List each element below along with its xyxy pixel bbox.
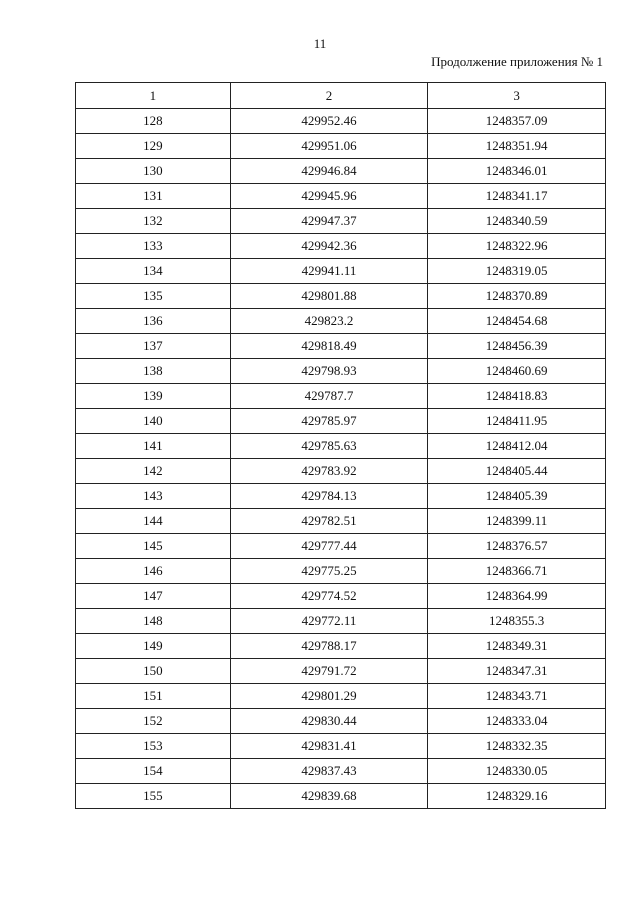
point-number-cell: 140 <box>76 409 231 434</box>
y-coordinate-cell: 1248412.04 <box>428 434 606 459</box>
table-row <box>76 359 606 384</box>
point-number-cell: 146 <box>76 559 231 584</box>
x-coordinate-cell: 429785.97 <box>230 409 428 434</box>
y-coordinate-cell: 1248456.39 <box>428 334 606 359</box>
x-coordinate-cell: 429783.92 <box>230 459 428 484</box>
table-row <box>76 434 606 459</box>
x-coordinate-cell: 429818.49 <box>230 334 428 359</box>
y-coordinate-cell: 1248411.95 <box>428 409 606 434</box>
point-number-cell: 138 <box>76 359 231 384</box>
point-number-cell: 142 <box>76 459 231 484</box>
table-row <box>76 734 606 759</box>
point-number-cell: 134 <box>76 259 231 284</box>
point-number-cell: 147 <box>76 584 231 609</box>
x-coordinate-cell: 429787.7 <box>230 384 428 409</box>
point-number-cell: 154 <box>76 759 231 784</box>
table-row <box>76 134 606 159</box>
point-number-cell: 132 <box>76 209 231 234</box>
point-number-cell: 151 <box>76 684 231 709</box>
y-coordinate-cell: 1248370.89 <box>428 284 606 309</box>
y-coordinate-cell: 1248351.94 <box>428 134 606 159</box>
point-number-cell: 137 <box>76 334 231 359</box>
point-number-cell: 141 <box>76 434 231 459</box>
y-coordinate-cell: 1248341.17 <box>428 184 606 209</box>
table-row <box>76 284 606 309</box>
x-coordinate-cell: 429946.84 <box>230 159 428 184</box>
y-coordinate-cell: 1248364.99 <box>428 584 606 609</box>
x-coordinate-cell: 429952.46 <box>230 109 428 134</box>
table-body <box>76 109 606 809</box>
x-coordinate-cell: 429774.52 <box>230 584 428 609</box>
y-coordinate-cell: 1248454.68 <box>428 309 606 334</box>
column-header: 2 <box>230 83 428 109</box>
x-coordinate-cell: 429791.72 <box>230 659 428 684</box>
x-coordinate-cell: 429837.43 <box>230 759 428 784</box>
point-number-cell: 131 <box>76 184 231 209</box>
y-coordinate-cell: 1248333.04 <box>428 709 606 734</box>
x-coordinate-cell: 429772.11 <box>230 609 428 634</box>
point-number-cell: 135 <box>76 284 231 309</box>
y-coordinate-cell: 1248319.05 <box>428 259 606 284</box>
page-number: 11 <box>313 36 327 51</box>
y-coordinate-cell: 1248376.57 <box>428 534 606 559</box>
y-coordinate-cell: 1248460.69 <box>428 359 606 384</box>
x-coordinate-cell: 429951.06 <box>230 134 428 159</box>
x-coordinate-cell: 429830.44 <box>230 709 428 734</box>
table-row <box>76 259 606 284</box>
x-coordinate-cell: 429784.13 <box>230 484 428 509</box>
point-number-cell: 148 <box>76 609 231 634</box>
table-row <box>76 234 606 259</box>
x-coordinate-cell: 429801.88 <box>230 284 428 309</box>
table-row <box>76 484 606 509</box>
x-coordinate-cell: 429788.17 <box>230 634 428 659</box>
x-coordinate-cell: 429941.11 <box>230 259 428 284</box>
y-coordinate-cell: 1248418.83 <box>428 384 606 409</box>
table-header-row <box>76 83 606 109</box>
y-coordinate-cell: 1248343.71 <box>428 684 606 709</box>
point-number-cell: 130 <box>76 159 231 184</box>
table-row <box>76 534 606 559</box>
point-number-cell: 128 <box>76 109 231 134</box>
y-coordinate-cell: 1248355.3 <box>428 609 606 634</box>
point-number-cell: 136 <box>76 309 231 334</box>
table-row <box>76 209 606 234</box>
point-number-cell: 150 <box>76 659 231 684</box>
table-row <box>76 159 606 184</box>
table-row <box>76 684 606 709</box>
table-row <box>76 659 606 684</box>
y-coordinate-cell: 1248332.35 <box>428 734 606 759</box>
point-number-cell: 149 <box>76 634 231 659</box>
y-coordinate-cell: 1248322.96 <box>428 234 606 259</box>
x-coordinate-cell: 429785.63 <box>230 434 428 459</box>
point-number-cell: 129 <box>76 134 231 159</box>
x-coordinate-cell: 429798.93 <box>230 359 428 384</box>
table-row <box>76 784 606 809</box>
x-coordinate-cell: 429801.29 <box>230 684 428 709</box>
table-row <box>76 184 606 209</box>
table-row <box>76 109 606 134</box>
x-coordinate-cell: 429945.96 <box>230 184 428 209</box>
coordinates-table <box>75 82 606 809</box>
table-row <box>76 509 606 534</box>
y-coordinate-cell: 1248366.71 <box>428 559 606 584</box>
point-number-cell: 139 <box>76 384 231 409</box>
y-coordinate-cell: 1248347.31 <box>428 659 606 684</box>
x-coordinate-cell: 429839.68 <box>230 784 428 809</box>
table-row <box>76 384 606 409</box>
y-coordinate-cell: 1248399.11 <box>428 509 606 534</box>
column-header: 3 <box>428 83 606 109</box>
point-number-cell: 143 <box>76 484 231 509</box>
x-coordinate-cell: 429775.25 <box>230 559 428 584</box>
y-coordinate-cell: 1248329.16 <box>428 784 606 809</box>
y-coordinate-cell: 1248349.31 <box>428 634 606 659</box>
y-coordinate-cell: 1248346.01 <box>428 159 606 184</box>
y-coordinate-cell: 1248330.05 <box>428 759 606 784</box>
x-coordinate-cell: 429947.37 <box>230 209 428 234</box>
table-row <box>76 634 606 659</box>
x-coordinate-cell: 429823.2 <box>230 309 428 334</box>
point-number-cell: 133 <box>76 234 231 259</box>
table-row <box>76 759 606 784</box>
point-number-cell: 153 <box>76 734 231 759</box>
y-coordinate-cell: 1248340.59 <box>428 209 606 234</box>
table-row <box>76 309 606 334</box>
x-coordinate-cell: 429777.44 <box>230 534 428 559</box>
table-row <box>76 334 606 359</box>
point-number-cell: 144 <box>76 509 231 534</box>
y-coordinate-cell: 1248357.09 <box>428 109 606 134</box>
y-coordinate-cell: 1248405.44 <box>428 459 606 484</box>
point-number-cell: 145 <box>76 534 231 559</box>
x-coordinate-cell: 429782.51 <box>230 509 428 534</box>
table-row <box>76 409 606 434</box>
x-coordinate-cell: 429942.36 <box>230 234 428 259</box>
continuation-caption: Продолжение приложения № 1 <box>431 54 603 69</box>
point-number-cell: 152 <box>76 709 231 734</box>
y-coordinate-cell: 1248405.39 <box>428 484 606 509</box>
table-row <box>76 609 606 634</box>
column-header: 1 <box>76 83 231 109</box>
table-row <box>76 584 606 609</box>
x-coordinate-cell: 429831.41 <box>230 734 428 759</box>
table-row <box>76 709 606 734</box>
table-row <box>76 459 606 484</box>
table-row <box>76 559 606 584</box>
point-number-cell: 155 <box>76 784 231 809</box>
